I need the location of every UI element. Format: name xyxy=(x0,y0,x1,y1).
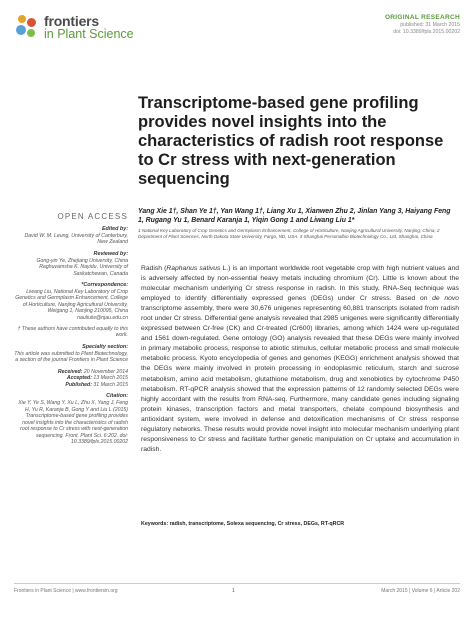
reviewed-by-heading: Reviewed by: xyxy=(93,250,128,257)
accepted-date: 13 March 2015 xyxy=(93,375,128,382)
published-date-sidebar: 31 March 2015 xyxy=(93,381,128,388)
frontiers-logo-icon xyxy=(14,14,40,40)
dates-block xyxy=(14,369,128,389)
footer-journal-link[interactable]: Frontiers in Plant Science | www.frontiersin.org xyxy=(14,588,118,594)
open-access-badge: OPEN ACCESS xyxy=(57,212,128,221)
published-label: Published: xyxy=(65,381,92,388)
journal-logo[interactable] xyxy=(14,14,134,41)
received-date: 20 November 2014 xyxy=(83,368,128,375)
journal-name: in Plant Science xyxy=(44,27,134,41)
abstract-body xyxy=(141,264,459,455)
correspondence-block xyxy=(14,282,128,321)
doi-link[interactable]: doi: 10.3389/fpls.2015.00202 xyxy=(393,28,460,35)
keywords-line xyxy=(141,521,459,528)
citation-block xyxy=(14,393,128,445)
keywords-text: radish, transcriptome, Solexa sequencing, Cr stress, DEGs, RT-qRCR xyxy=(169,521,345,527)
edited-by-text: David W. M. Leung, University of Canterbury, New Zealand xyxy=(24,233,128,246)
abstract-part-2: L.) is an important worldwide root vegetable crop with high nutrient values and is adversely affected by non-essential heavy metals including chromium (Cr). Little is known about the molecular mechanism underlying Cr stress response in radish. In this study, RNA-Seq technique was employed to identify differentially expressed genes (DEGs) under Cr stress. Based on xyxy=(141,265,459,303)
citation-heading: Citation: xyxy=(106,393,128,400)
page-number: 1 xyxy=(232,588,235,594)
reviewed-by-text: Gong-yin Ye, Zhejiang University, China Raghuvamsha K. Nayidu, University of Saskatchewan, Canada xyxy=(36,257,128,277)
article-meta xyxy=(385,14,460,35)
correspondence-text[interactable]: Liwang Liu, National Key Laboratory of Crop Genetics and Germplasm Enhancement, College of Horticulture, Nanjing Agricultural University, Weigang 1, Nanjing 210095, China nauliulw@njau.edu.cn xyxy=(15,289,128,321)
specialty-block xyxy=(14,344,128,364)
received-label: Received: xyxy=(57,368,83,375)
species-name: Raphanus sativus xyxy=(166,265,221,272)
abstract-part-3: transcriptome assembly, there were 30,676 unigenes representing 60,881 transcripts isolated from radish root under Cr stress. Differential gene analysis revealed that 2985 unigenes were significantly differentially expressed between Cr-free (CK) and Cr-treated (Cr600) libraries, among which 1424 were up-regulated and 1561 down-regulated. Gene ontology (GO) analysis revealed that these DEGs were mainly involved in primary metabolic process, response to abiotic stimulus, cellular metabolic process and small molecule metabolic process. Kyoto encyclopedia of genes and genomes (KEGG) enrichment analysis showed that the DEGs were mainly involved in protein processing in endoplasmic reticulum, starch and sucrose metabolism, amino acid metabolism, glutathione metabolism, drug and xenobiotics by cytochrome P450 metabolism. RT-qPCR analysis showed that the expression patterns of 12 randomly selected DEGs were highly accordant with the results from RNA-seq. Furthermore, many candidate genes including signaling protein kinases, transcription factors and metal transporters, chelate compound biosynthesis and antioxidant system, were involved in defense and detoxification mechanisms of Cr stress response regulatory networks. These results would provide novel insight into molecular mechanism underlying plant responsiveness to Cr stress and facilitate further genetic manipulation on Cr uptake and accumulation in radish. xyxy=(141,305,459,453)
de-novo-term: de novo xyxy=(432,295,459,303)
brand-name: frontiers xyxy=(44,13,99,29)
author-list[interactable]: Yang Xie 1†, Shan Ye 1†, Yan Wang 1†, Liang Xu 1, Xianwen Zhu 2, Jinlan Yang 3, Haiyang Feng 1, Rugang Yu 1, Benard Karanja 1, Yiqin Gong 1 and Liwang Liu 1* xyxy=(138,208,451,224)
article-title: Transcriptome-based gene profiling provides novel insights into the characteristics of radish root response to Cr stress with next-generation sequencing xyxy=(138,94,444,188)
edited-by-heading: Edited by: xyxy=(101,226,128,232)
article-type: ORIGINAL RESEARCH xyxy=(384,14,460,21)
equal-contribution-block xyxy=(14,326,128,339)
abstract-part-1: Radish ( xyxy=(141,265,167,272)
specialty-heading: Specialty section: xyxy=(82,343,128,350)
equal-contribution-note: † These authors have contributed equally to this work. xyxy=(17,326,128,339)
accepted-label: Accepted: xyxy=(66,375,92,382)
article-sidebar xyxy=(14,212,128,450)
reviewed-by-block xyxy=(14,251,128,277)
affiliation-list: 1 National Key Laboratory of Crop Genetics and Germplasm Enhancement, College of Horticulture, Nanjing Agricultural University, Nanjing, China, 2 Department of Plant Sciences, North Dakota State University, Fargo, ND, USA, 3 Shanghai Personalbio Biotechnology Co., Ltd, Shanghai, China xyxy=(138,228,440,240)
footer-divider xyxy=(14,583,460,584)
footer-issue-info: March 2015 | Volume 6 | Article 202 xyxy=(381,588,460,594)
citation-text: Xie Y, Ye S, Wang Y, Xu L, Zhu X, Yang J, Feng H, Yu R, Karanja B, Gong Y and Liu L (2015) Transcriptome-based gene profiling provides novel insights into the characteristics of radish root response to Cr stress with next-generation sequencing. Front. Plant Sci. 6:202. doi: 10.3389/fpls.2015.00202 xyxy=(18,400,128,445)
correspondence-heading: *Correspondence: xyxy=(81,282,128,289)
specialty-text: This article was submitted to Plant Biotechnology, a section of the journal Frontiers in Plant Science xyxy=(14,350,128,364)
keywords-label: Keywords: xyxy=(141,521,169,527)
published-date: published: 31 March 2015 xyxy=(400,22,460,29)
edited-by-block xyxy=(14,226,128,246)
